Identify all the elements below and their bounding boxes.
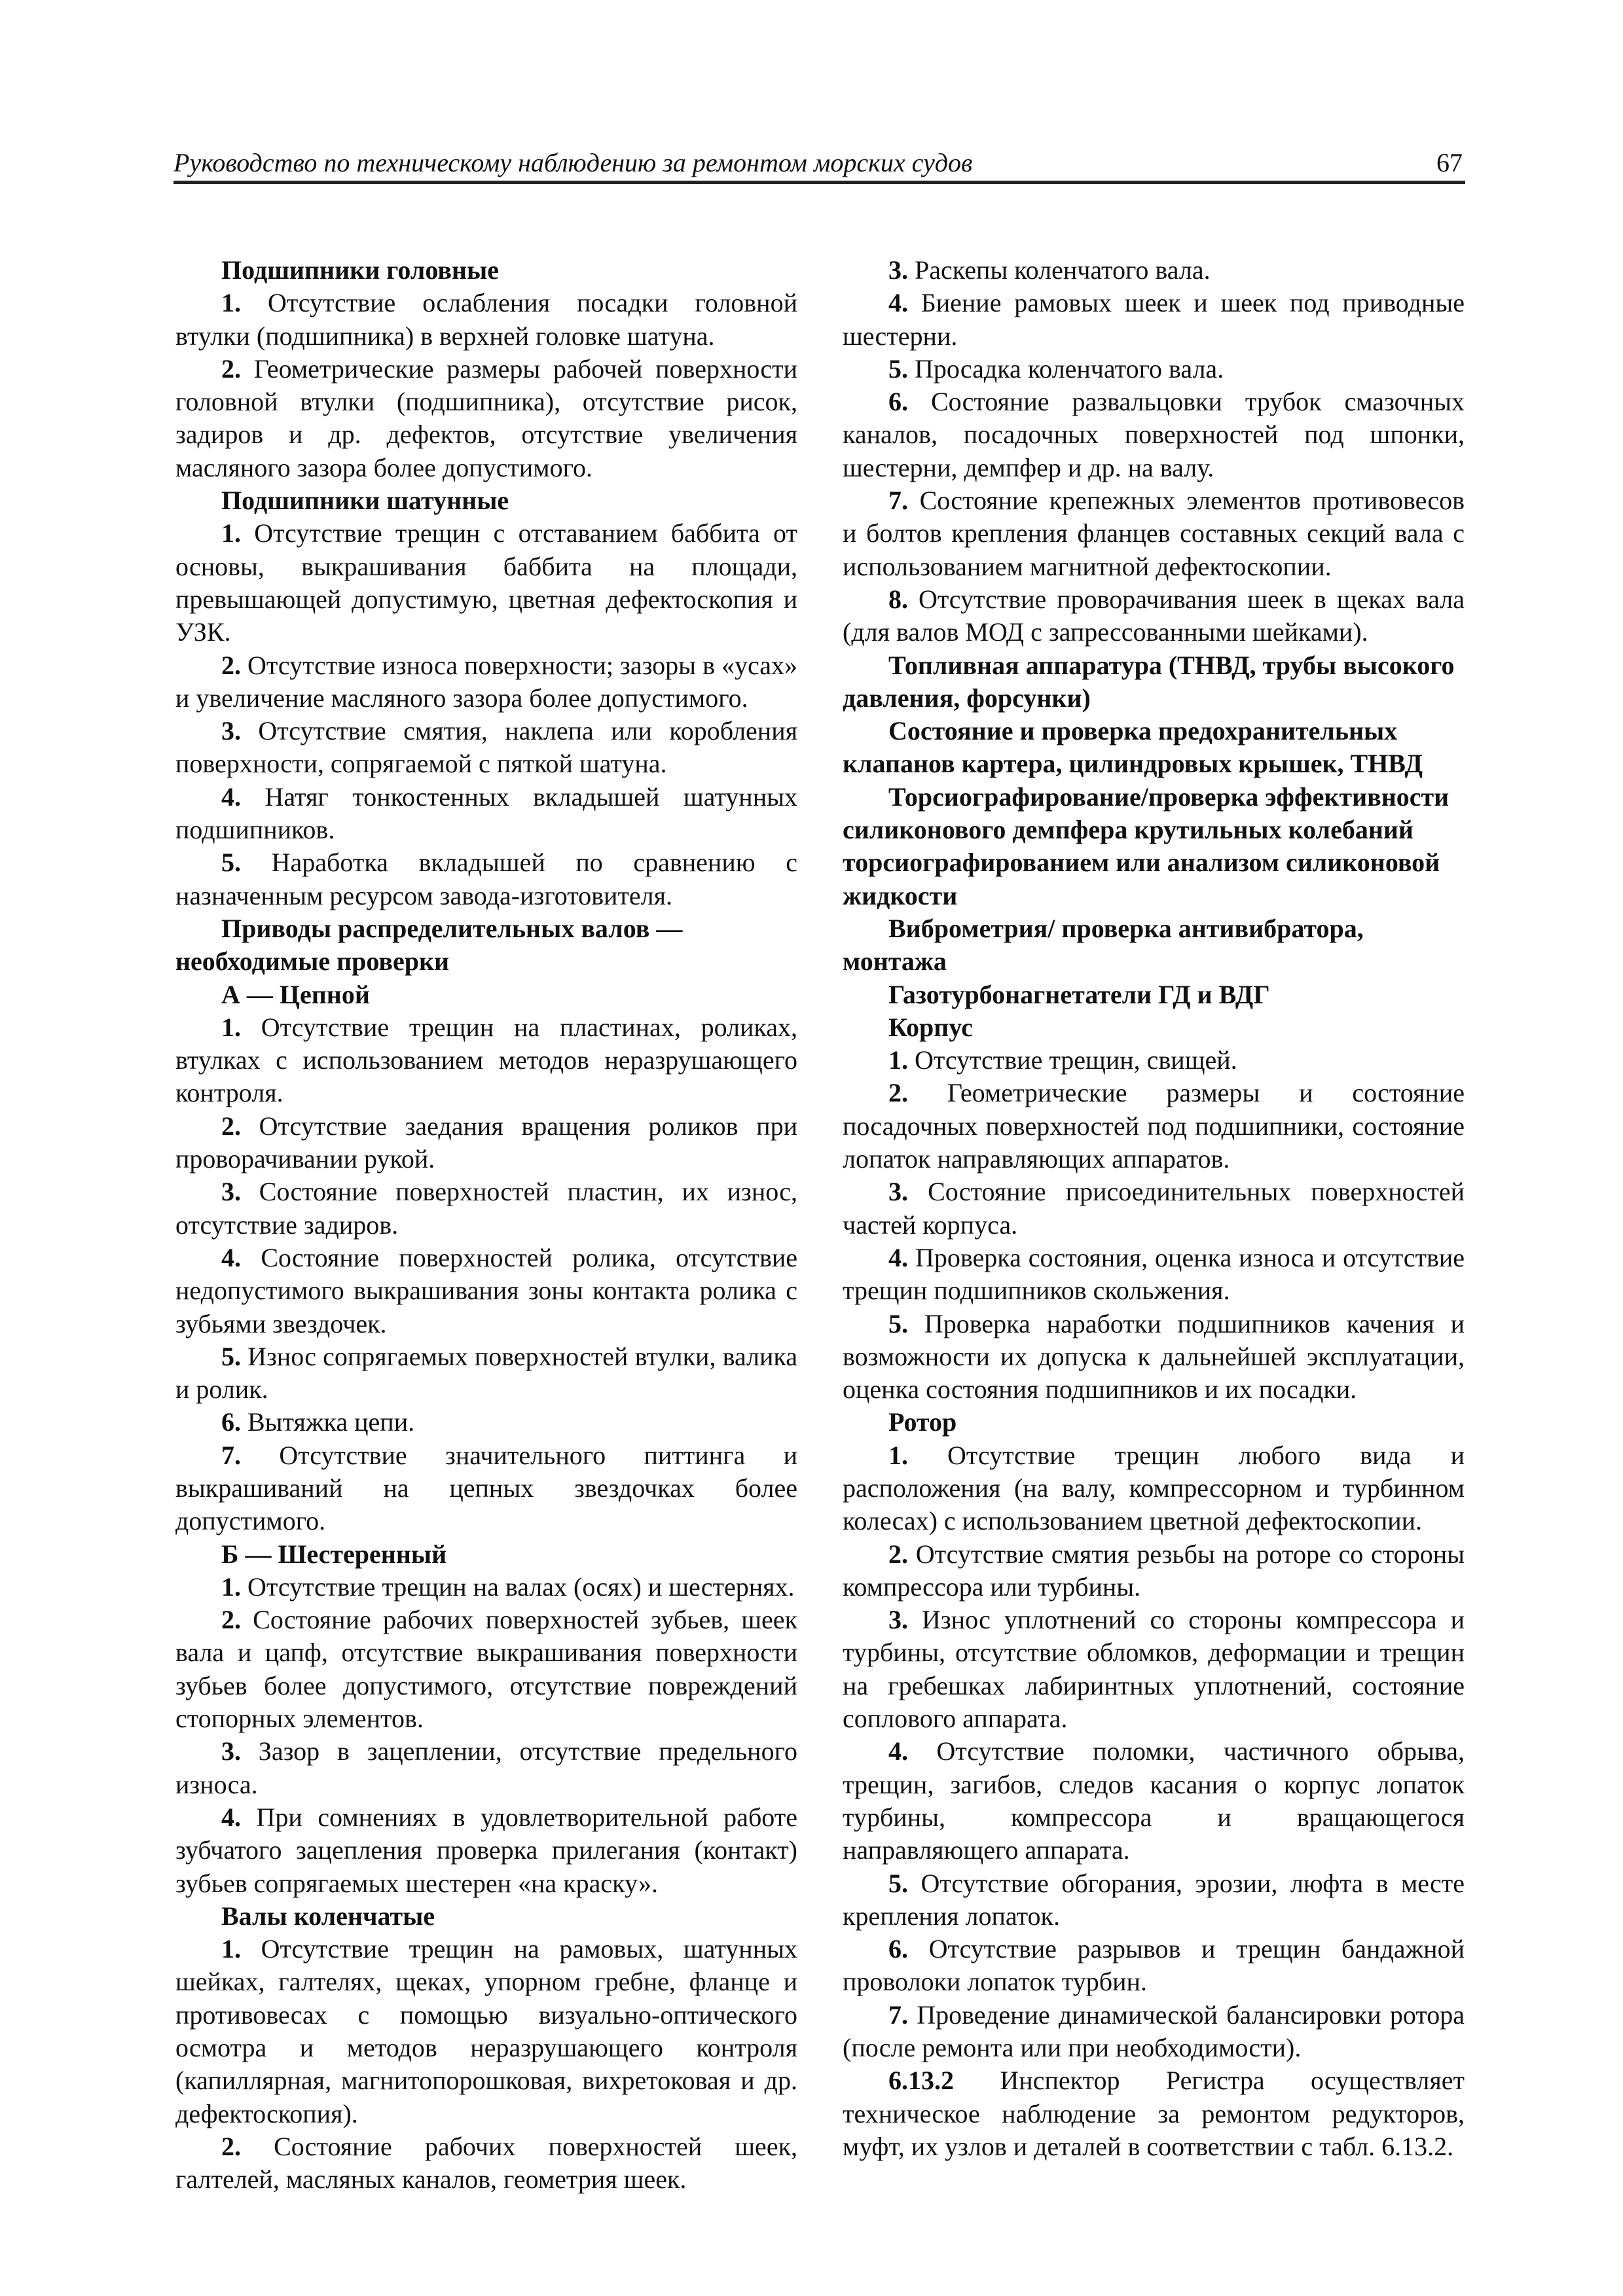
item-text: Проверка наработки подшипников качения и возможности их допуска к дальнейшей эксплуатации, оценка состояния подшипников и их посадки. [843, 1308, 1465, 1405]
item-number: 5. [888, 1868, 908, 1898]
item-number: 2. [221, 353, 241, 384]
item-text: Отсутствие смятия резьбы на роторе со стороны компрессора или турбины. [843, 1539, 1465, 1602]
item-number: 2. [888, 1539, 908, 1569]
item-text: Раскепы коленчатого вала. [908, 255, 1211, 285]
item-number: 1. [888, 1045, 908, 1075]
section-heading: Корпус [888, 1012, 973, 1042]
section-heading: Газотурбонагнетатели ГД и ВДГ [888, 979, 1270, 1009]
list-item [843, 1439, 1465, 1538]
item-text: Отсутствие износа поверхности; зазоры в «усах» и увеличение масляного зазора более допустимого. [175, 650, 797, 713]
list-item [175, 2130, 797, 2197]
list-item [843, 386, 1465, 484]
item-text: Отсутствие трещин с отставанием баббита от основы, выкрашивания баббита на площади, превышающей допустимую, цветная дефектоскопия и УЗК. [175, 518, 797, 647]
item-text: Отсутствие трещин, свищей. [908, 1045, 1237, 1075]
list-item [843, 1077, 1465, 1175]
section-heading: Топливная аппаратура (ТНВД, трубы высокого давления, форсунки) [843, 650, 1455, 713]
item-text: Отсутствие разрывов и трещин бандажной проволоки лопаток турбин. [843, 1934, 1465, 1997]
item-text: Состояние поверхностей пластин, их износ, отсутствие задиров. [175, 1177, 797, 1240]
list-item [175, 649, 797, 715]
list-item [843, 1242, 1465, 1308]
list-item [175, 715, 797, 781]
section-heading: Состояние и проверка предохранительных клапанов картера, цилиндровых крышек, ТНВД [843, 716, 1423, 779]
item-number: 2. [888, 1078, 908, 1108]
item-number: 5. [221, 1341, 241, 1371]
item-number: 2. [221, 2131, 241, 2161]
item-number: 7. [221, 1440, 241, 1470]
list-item [843, 1308, 1465, 1407]
list-item [843, 1933, 1465, 1999]
item-number: 1. [888, 1440, 908, 1470]
item-number: 4. [888, 1736, 908, 1767]
list-item [175, 781, 797, 847]
list-item [175, 1175, 797, 1242]
left-column [175, 254, 797, 2197]
section-heading: Подшипники головные [221, 255, 499, 285]
item-text: Отсутствие поломки, частичного обрыва, трещин, загибов, следов касания о корпус лопаток турбины, компрессора и вращающегося направляющего аппарата. [843, 1736, 1465, 1865]
list-item [175, 517, 797, 649]
item-text: Отсутствие ослабления посадки головной втулки (подшипника) в верхней головке шатуна. [175, 288, 797, 351]
item-number: 3. [888, 1177, 908, 1207]
list-item [843, 583, 1465, 649]
section-heading: Валы коленчатые [221, 1901, 435, 1931]
item-number: 1. [221, 1934, 241, 1964]
list-item [843, 1175, 1465, 1242]
list-item [175, 1011, 797, 1110]
item-text: Отсутствие трещин на пластинах, роликах, втулках с использованием методов неразрушающего контроля. [175, 1012, 797, 1108]
item-text: При сомнениях в удовлетворительной работе зубчатого зацепления проверка прилегания (контакт) зубьев сопрягаемых шестерен «на краску». [175, 1802, 797, 1898]
list-item [843, 1044, 1465, 1077]
page-number: 67 [1436, 148, 1463, 177]
item-text: Отсутствие обгорания, эрозии, люфта в месте крепления лопаток. [843, 1868, 1465, 1931]
item-text: Проведение динамической балансировки ротора (после ремонта или при необходимости). [843, 2000, 1465, 2063]
item-number: 5. [888, 353, 908, 384]
item-text: Отсутствие значительного питтинга и выкрашиваний на цепных звездочках более допустимого. [175, 1440, 797, 1536]
item-number: 1. [221, 1571, 241, 1602]
list-item [175, 1406, 797, 1439]
item-text: Натяг тонкостенных вкладышей шатунных подшипников. [175, 781, 797, 845]
item-text: Геометрические размеры рабочей поверхности головной втулки (подшипника), отсутствие рисок, задиров и др. дефектов, отсутствие увеличения масляного зазора более допустимого. [175, 353, 797, 482]
item-text: Отсутствие трещин на валах (осях) и шестернях. [241, 1571, 795, 1602]
item-number: 2. [221, 1605, 241, 1635]
section-heading: Приводы распределительных валов — необходимые проверки [175, 913, 683, 977]
item-number: 3. [888, 1605, 908, 1635]
list-item [843, 1604, 1465, 1735]
item-text: Состояние поверхностей ролика, отсутствие недопустимого выкрашивания зоны контакта ролика с зубьями звездочек. [175, 1242, 797, 1338]
item-text: Наработка вкладышей по сравнению с назначенным ресурсом завода-изготовителя. [175, 848, 797, 910]
list-item [175, 1110, 797, 1176]
list-item [843, 353, 1465, 386]
item-text: Зазор в зацеплении, отсутствие предельного износа. [175, 1736, 797, 1799]
section-heading: Виброметрия/ проверка антивибратора, монтажа [843, 913, 1364, 977]
list-item [175, 1604, 797, 1735]
list-item [843, 1999, 1465, 2065]
item-number: 4. [888, 1242, 908, 1272]
item-number: 6. [221, 1407, 241, 1437]
item-number: 4. [221, 781, 241, 812]
item-number: 4. [221, 1242, 241, 1272]
item-number: 1. [221, 1012, 241, 1042]
item-number: 6.13.2 [888, 2066, 954, 2096]
running-header [173, 145, 1465, 184]
item-text: Состояние рабочих поверхностей шеек, галтелей, масляных каналов, геометрия шеек. [175, 2131, 797, 2195]
item-text: Состояние присоединительных поверхностей частей корпуса. [843, 1177, 1465, 1240]
list-item [843, 1867, 1465, 1933]
item-number: 4. [888, 288, 908, 318]
list-item [175, 1439, 797, 1538]
item-text: Проверка состояния, оценка износа и отсутствие трещин подшипников скольжения. [843, 1242, 1465, 1306]
section-heading: Ротор [888, 1407, 957, 1437]
item-number: 6. [888, 1934, 908, 1964]
item-number: 1. [221, 288, 241, 318]
item-text: Инспектор Регистра осуществляет техническое наблюдение за ремонтом редукторов, муфт, их узлов и деталей в соответствии с табл. 6.13.2. [843, 2066, 1465, 2161]
section-heading: Б — Шестеренный [221, 1539, 447, 1569]
item-text: Отсутствие проворачивания шеек в щеках вала (для валов МОД с запрессованными шейками). [843, 584, 1465, 647]
item-text: Вытяжка цепи. [241, 1407, 415, 1437]
item-text: Отсутствие трещин любого вида и расположения (на валу, компрессорном и турбинном колесах) с использованием цветной дефектоскопии. [843, 1440, 1465, 1536]
item-number: 3. [221, 1177, 241, 1207]
list-item [843, 484, 1465, 583]
item-number: 8. [888, 584, 908, 614]
item-text: Состояние крепежных элементов противовесов и болтов крепления фланцев составных секций вала с использованием магнитной дефектоскопии. [843, 486, 1465, 581]
section-heading: А — Цепной [221, 979, 370, 1009]
item-text: Просадка коленчатого вала. [908, 353, 1224, 384]
list-item [175, 1340, 797, 1407]
item-number: 3. [221, 1736, 241, 1767]
item-number: 2. [221, 650, 241, 680]
item-number: 5. [888, 1308, 908, 1338]
list-item [175, 287, 797, 353]
item-text: Состояние развальцовки трубок смазочных каналов, посадочных поверхностей под шпонки, шестерни, демпфер и др. на валу. [843, 387, 1465, 482]
header-title: Руководство по техническому наблюдению за ремонтом морских судов [173, 148, 973, 177]
item-text: Отсутствие трещин на рамовых, шатунных шейках, галтелях, щеках, упорном гребне, фланце и противовесах с помощью визуально-оптического осмотра и методов неразрушающего контроля (капиллярная, магнитопорошковая, вихретоковая и др. дефектоскопия). [175, 1934, 797, 2128]
list-item [843, 2064, 1465, 2163]
item-number: 3. [221, 716, 241, 746]
item-number: 2. [221, 1111, 241, 1141]
item-number: 6. [888, 387, 908, 417]
item-text: Геометрические размеры и состояние посадочных поверхностей под подшипники, состояние лопаток направляющих аппаратов. [843, 1078, 1465, 1174]
list-item [175, 1933, 797, 2130]
section-heading: Подшипники шатунные [221, 486, 509, 516]
list-item [175, 1242, 797, 1340]
list-item [175, 353, 797, 484]
item-text: Отсутствие заедания вращения роликов при проворачивании рукой. [175, 1111, 797, 1174]
list-item [175, 1571, 797, 1604]
list-item [175, 846, 797, 912]
item-text: Биение рамовых шеек и шеек под приводные шестерни. [843, 288, 1465, 351]
item-number: 7. [888, 486, 908, 516]
item-number: 7. [888, 2000, 908, 2030]
list-item [843, 1735, 1465, 1867]
list-item [843, 254, 1465, 287]
item-number: 4. [221, 1802, 241, 1832]
item-text: Состояние рабочих поверхностей зубьев, шеек вала и цапф, отсутствие выкрашивания поверхности зубьев более допустимого, отсутствие повреждений стопорных элементов. [175, 1605, 797, 1734]
item-number: 5. [221, 848, 241, 878]
right-column [843, 254, 1465, 2163]
item-text: Отсутствие смятия, наклепа или коробления поверхности, сопрягаемой с пяткой шатуна. [175, 716, 797, 779]
item-text: Износ уплотнений со стороны компрессора и турбины, отсутствие обломков, деформации и трещин на гребешках лабиринтных уплотнений, состояние соплового аппарата. [843, 1605, 1465, 1734]
list-item [175, 1735, 797, 1801]
list-item [175, 1801, 797, 1900]
item-text: Износ сопрягаемых поверхностей втулки, валика и ролик. [175, 1341, 797, 1405]
item-number: 3. [888, 255, 908, 285]
list-item [843, 287, 1465, 353]
list-item [843, 1538, 1465, 1604]
item-number: 1. [221, 518, 241, 548]
section-heading: Торсиографирование/проверка эффективности силиконового демпфера крутильных колебаний торсиографированием или анализом силиконовой жидкости [843, 781, 1450, 910]
